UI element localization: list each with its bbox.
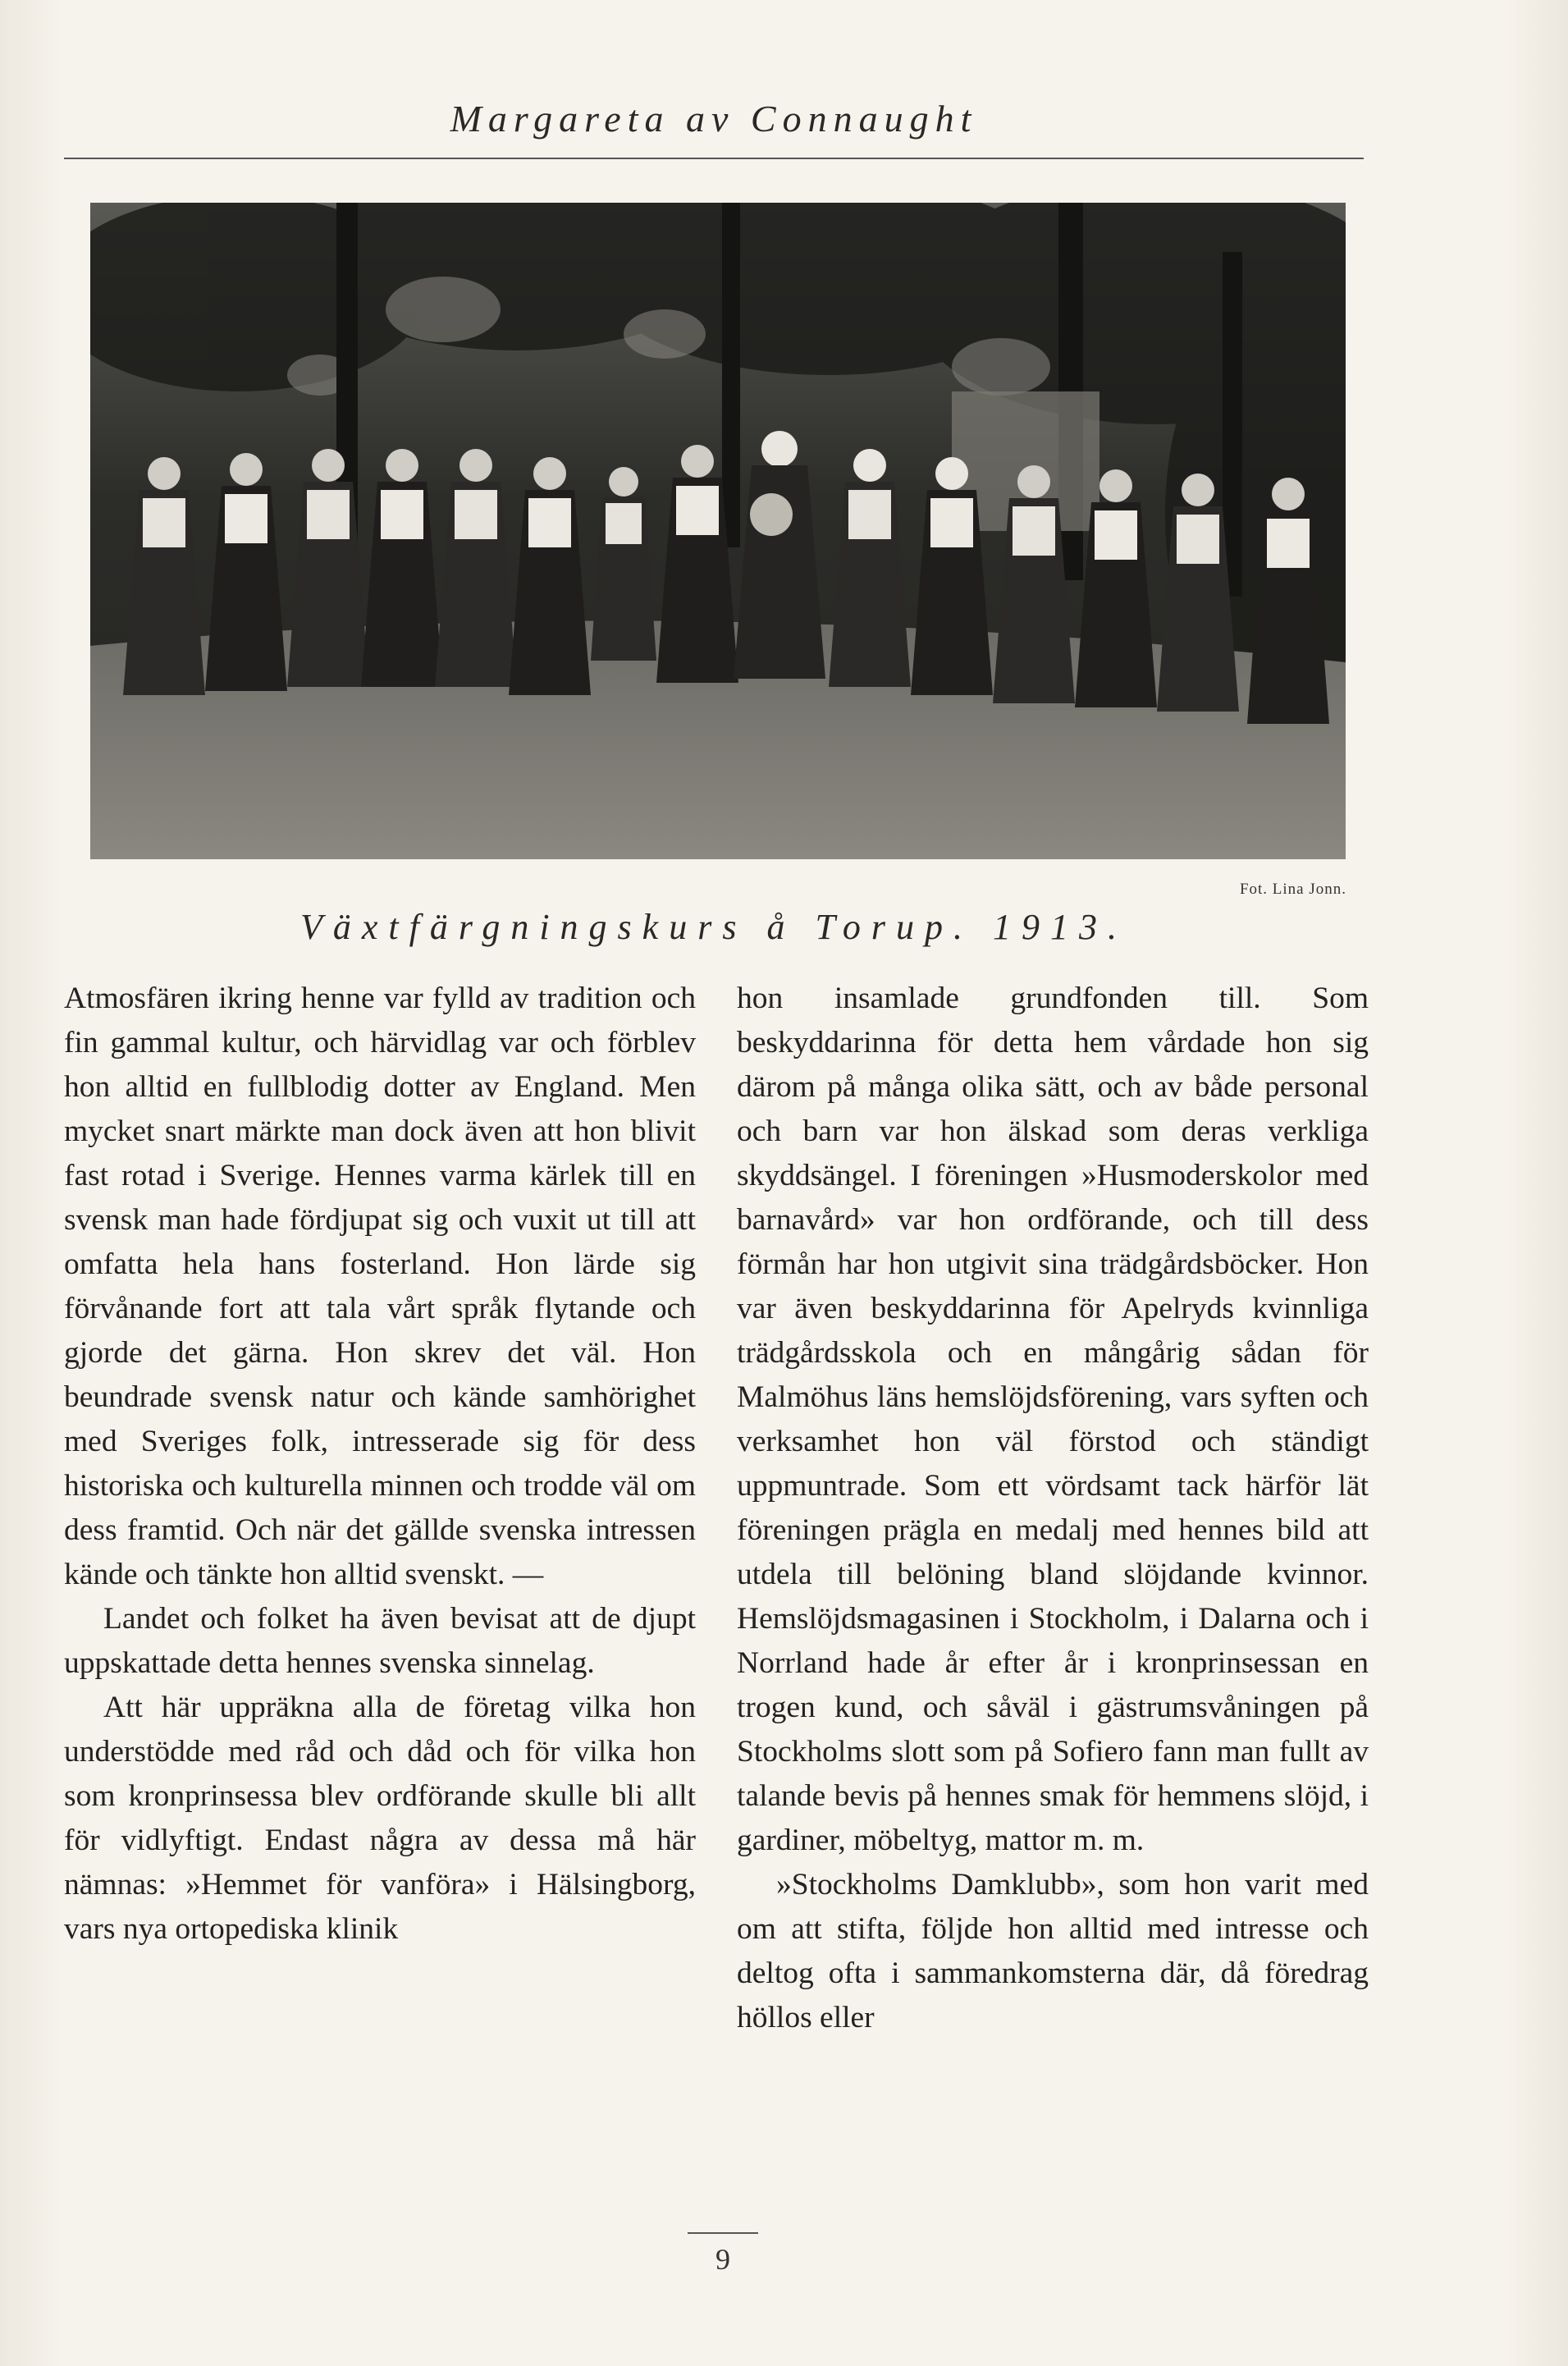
photo-credit: Fot. Lina Jonn. bbox=[1239, 881, 1346, 898]
right-paragraph-2: »Stockholms Damklubb», som hon varit med om att stifta, följde hon alltid med intresse och deltog ofta i sammankomsterna där, då föredrag höllos eller bbox=[737, 1868, 1369, 2034]
footer-rule bbox=[688, 2232, 758, 2234]
left-paragraph-3: Att här uppräkna alla de företag vilka hon understödde med råd och dåd och för vilka hon som kronprinsessa blev ordförande skulle bli allt för vidlyftigt. Endast några av dessa må här nämnas: »Hemmet för vanföra» i Hälsingborg, vars nya ortopediska klinik bbox=[64, 1691, 696, 1946]
right-paragraph-1: hon insamlade grundfonden till. Som beskyddarinna för detta hem vårdade hon sig därom på många olika sätt, och av både personal och barn var hon älskad som deras verkliga skyddsängel. I föreningen »Husmoderskolor med barnavård» var hon ordförande, och till dess förmån har hon utgivit sina trädgårdsböcker. Hon var även beskyddarinna för Apelryds kvinnliga trädgårdsskola och en mångårig sådan för Malmöhus läns hemslöjdsförening, vars syften och verksamhet hon väl förstod och ständigt uppmuntrade. Som ett vördsamt tack härför lät föreningen prägla en medalj med hennes bild att utdela till belöning bland slöjdande kvinnor. Hemslöjdsmagasinen i Stockholm, i Dalarna och i Norrland hade år efter år i kronprinsessan en trogen kund, och såväl i gästrumsvåningen på Stockholms slott som på Sofiero fann man fullt av talande bevis på hennes smak för hemmens slöjd, i gardiner, möbeltyg, mattor m. m. bbox=[737, 982, 1369, 1857]
left-paragraph-2: Landet och folket ha även bevisat att de djupt uppskattade detta hennes svenska sinnelag. bbox=[64, 1602, 696, 1680]
photo-caption: Växtfärgningskurs å Torup. 1913. bbox=[299, 907, 1128, 947]
page-number: 9 bbox=[715, 2243, 730, 2276]
left-column bbox=[64, 977, 696, 1952]
photo-illustration bbox=[90, 203, 1346, 859]
group-photograph bbox=[90, 203, 1346, 859]
running-head: Margareta av Connaught bbox=[450, 98, 978, 140]
header-rule bbox=[64, 158, 1364, 159]
left-paragraph-1: Atmosfären ikring henne var fylld av tradition och fin gammal kultur, och härvidlag var och förblev hon alltid en fullblodig dotter av England. Men mycket snart märkte man dock även att hon blivit fast rotad i Sverige. Hennes varma kärlek till en svensk man hade fördjupat sig och vuxit ut till att omfatta hela hans fosterland. Hon lärde sig förvånande fort att tala vårt språk flytande och gjorde det gärna. Hon skrev det väl. Hon beundrade svensk natur och kände samhörighet med Sveriges folk, intresserade sig för dess historiska och kulturella minnen och trodde väl om dess framtid. Och när det gällde svenska intressen kände och tänkte hon alltid svenskt. — bbox=[64, 982, 696, 1591]
right-column bbox=[737, 977, 1369, 2040]
